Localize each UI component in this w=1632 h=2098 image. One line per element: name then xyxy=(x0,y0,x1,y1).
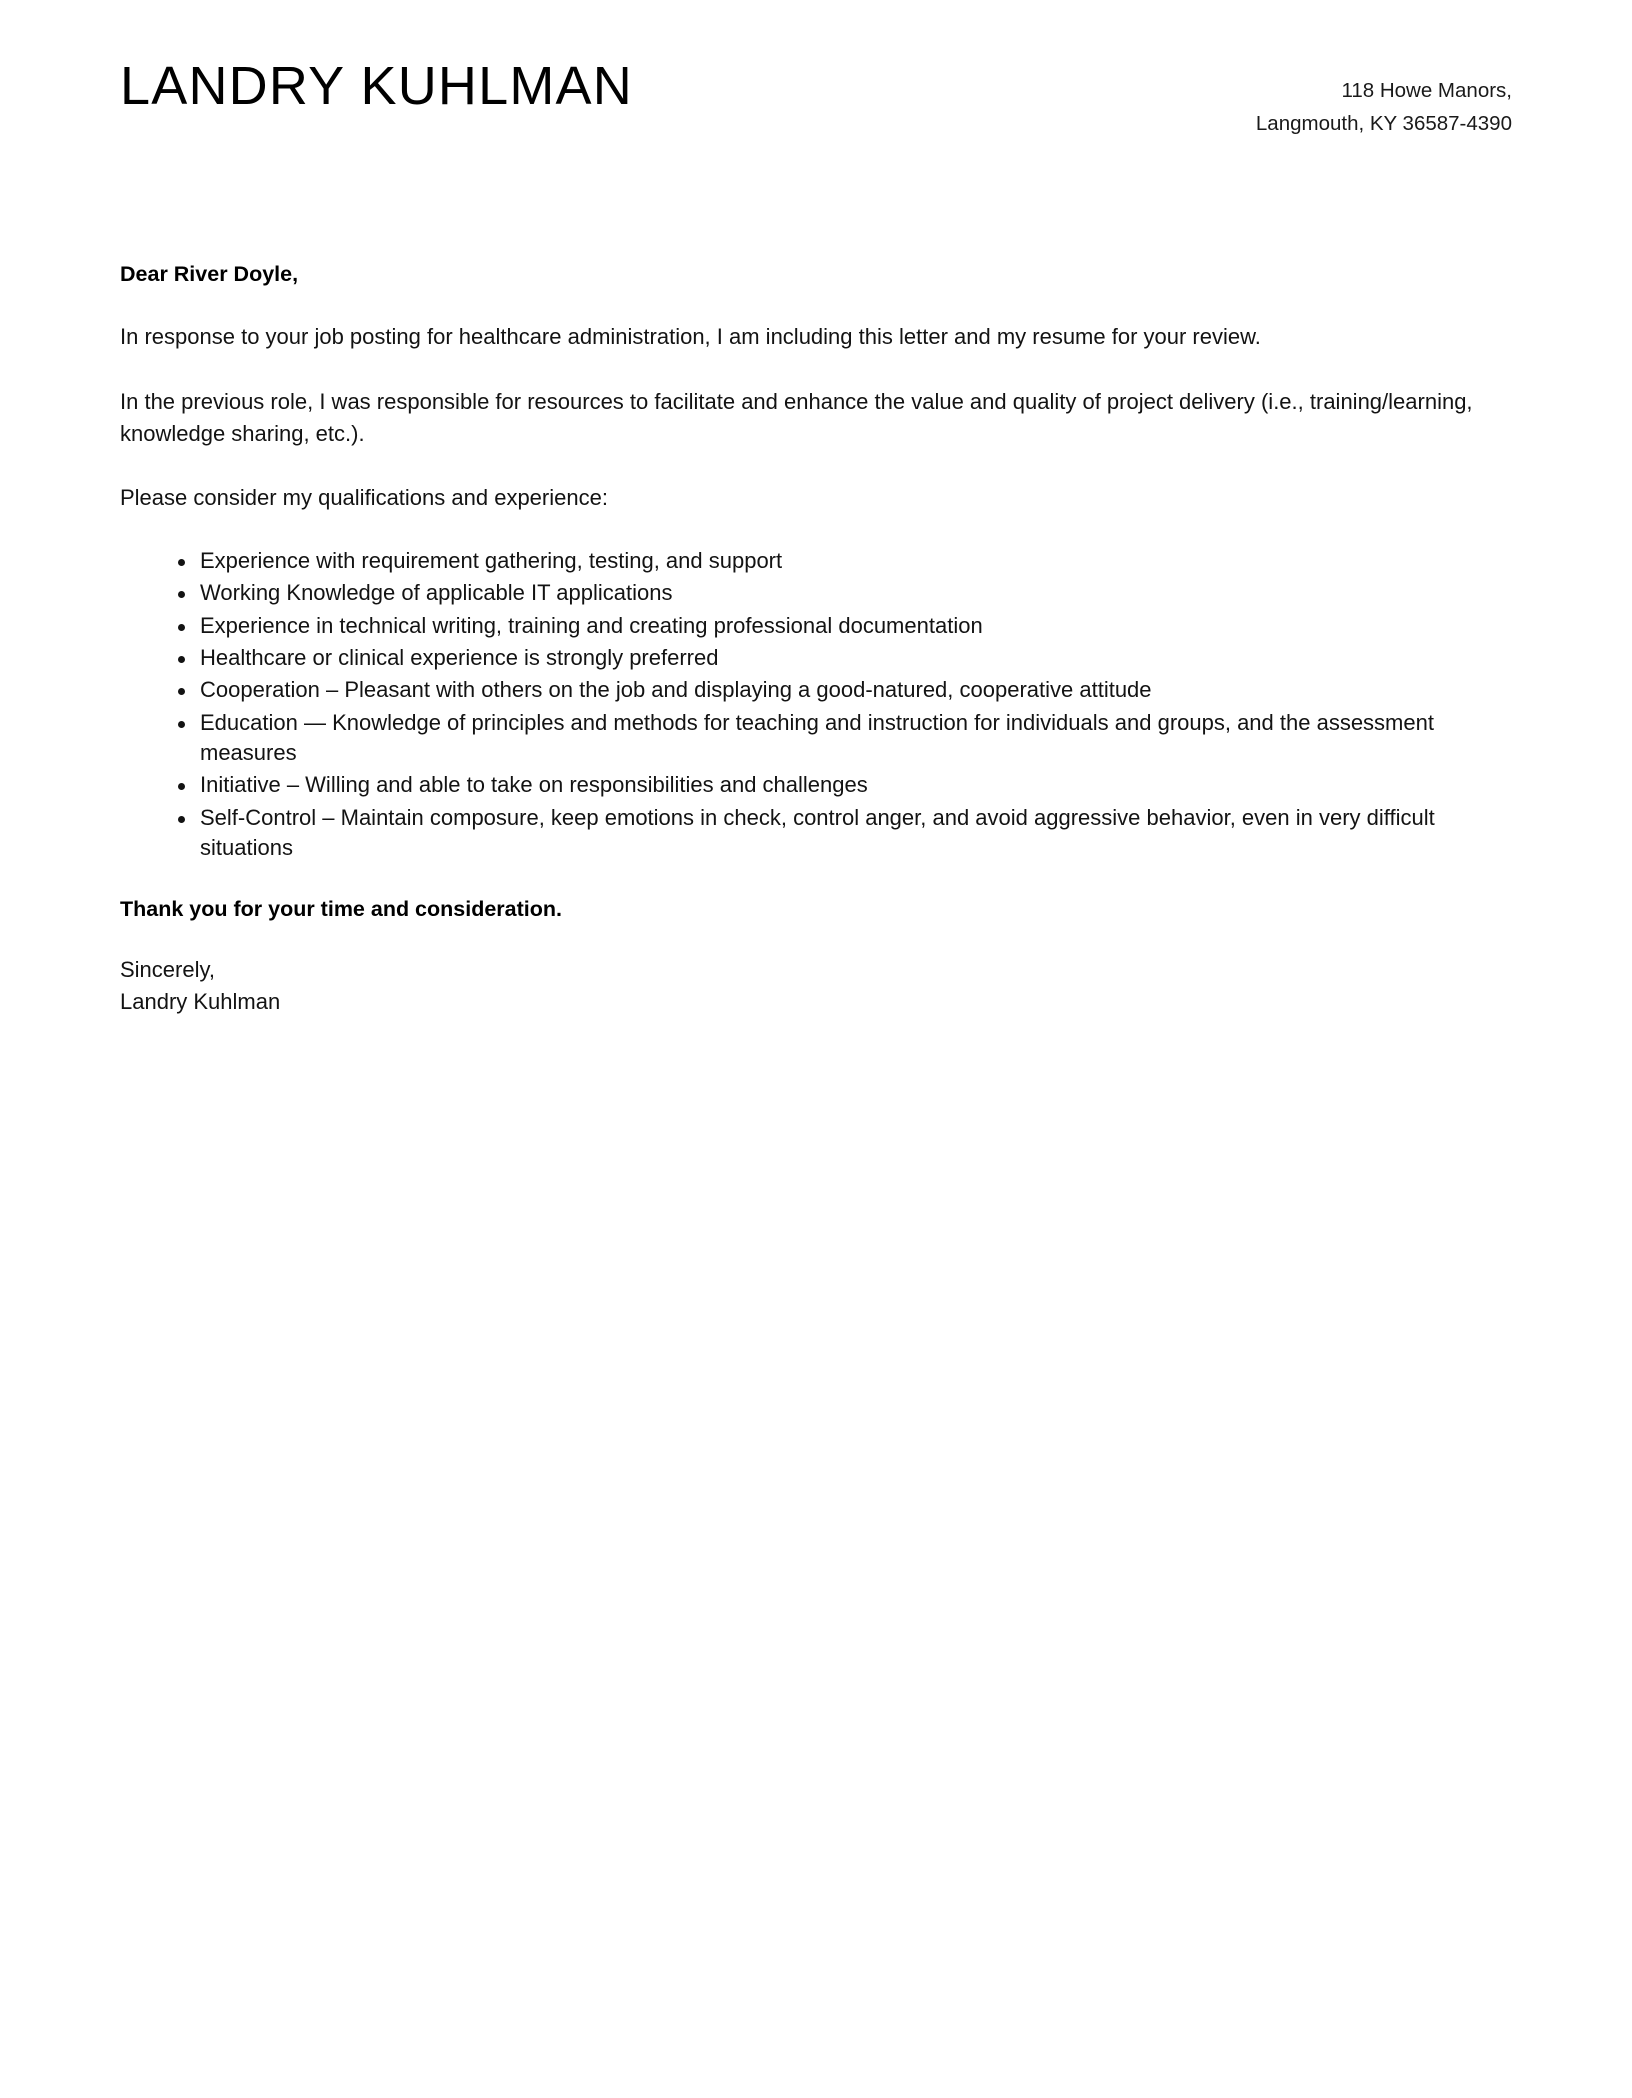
letter-body xyxy=(120,262,1512,1018)
list-item: Initiative – Willing and able to take on responsibilities and challenges xyxy=(178,770,1512,800)
signoff-closing: Sincerely, xyxy=(120,957,215,983)
paragraph-qualifications-lead: Please consider my qualifications and experience: xyxy=(120,484,608,510)
contact-address-block xyxy=(1256,58,1512,140)
salutation: Dear River Doyle, xyxy=(120,262,299,287)
paragraph-experience: In the previous role, I was responsible for resources to facilitate and enhance the value and quality of project delivery (i.e., training/learning, knowledge sharing, etc.). xyxy=(120,388,1473,446)
list-item: Self-Control – Maintain composure, keep emotions in check, control anger, and avoid aggressive behavior, even in very difficult situations xyxy=(178,803,1512,864)
address-line-1: 118 Howe Manors, xyxy=(1341,79,1512,102)
list-item: Experience in technical writing, training and creating professional documentation xyxy=(178,611,1512,641)
list-item: Experience with requirement gathering, testing, and support xyxy=(178,546,1512,576)
list-item: Cooperation – Pleasant with others on the job and displaying a good-natured, cooperative attitude xyxy=(178,675,1512,705)
list-item: Working Knowledge of applicable IT applications xyxy=(178,578,1512,608)
signoff-name: Landry Kuhlman xyxy=(120,989,281,1015)
paragraph-intro: In response to your job posting for healthcare administration, I am including this letter and my resume for your review. xyxy=(120,324,1261,350)
letter-header xyxy=(120,0,1512,140)
list-item: Healthcare or clinical experience is strongly preferred xyxy=(178,643,1512,673)
qualifications-list xyxy=(120,546,1512,864)
address-line-2: Langmouth, KY 36587-4390 xyxy=(1255,112,1512,136)
thank-you-line: Thank you for your time and consideration. xyxy=(120,897,562,922)
signoff-block xyxy=(120,954,1512,1018)
page-title: LANDRY KUHLMAN xyxy=(120,56,633,116)
list-item: Education — Knowledge of principles and methods for teaching and instruction for individuals and groups, and the assessment measures xyxy=(178,708,1512,769)
